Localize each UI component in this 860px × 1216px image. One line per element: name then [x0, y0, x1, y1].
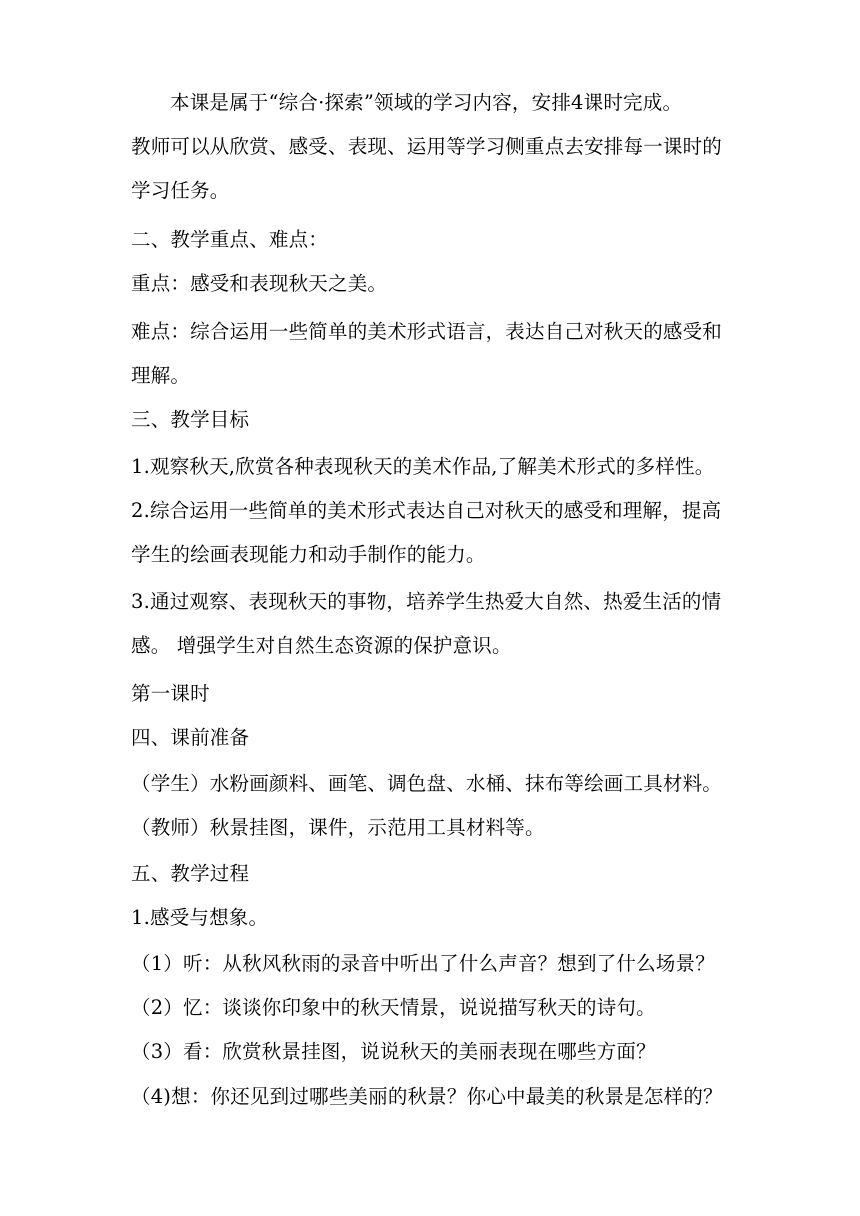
paragraph-intro-line-2: 教师可以从欣赏、感受、表现、运用等学习侧重点去安排每一课时的 — [131, 135, 723, 158]
process-item-listen: （1）听：从秋风秋雨的录音中听出了什么声音？想到了什么场景？ — [131, 952, 715, 975]
objective-3-line-1: 3.通过观察、表现秋天的事物，培养学生热爱大自然、热爱生活的情 — [131, 590, 722, 613]
objective-2-line-1: 2.综合运用一些简单的美术形式表达自己对秋天的感受和理解，提高 — [131, 499, 722, 522]
objective-3-line-2: 感。 增强学生对自然生态资源的保护意识。 — [131, 634, 512, 657]
process-step-1: 1.感受与想象。 — [131, 906, 269, 929]
difficulty-line-1: 难点：综合运用一些简单的美术形式语言，表达自己对秋天的感受和 — [131, 320, 723, 343]
process-item-look: （3）看：欣赏秋景挂图，说说秋天的美丽表现在哪些方面？ — [131, 1040, 656, 1063]
section-heading-preparation: 四、课前准备 — [131, 726, 250, 749]
paragraph-intro-line-1: 本课是属于“综合·探索”领域的学习内容，安排4课时完成。 — [170, 91, 683, 114]
objective-1: 1.观察秋天,欣赏各种表现秋天的美术作品,了解美术形式的多样性。 — [131, 455, 715, 478]
paragraph-intro-line-3: 学习任务。 — [131, 179, 230, 202]
preparation-teacher: （教师）秋景挂图，课件，示范用工具材料等。 — [131, 816, 545, 839]
difficulty-line-2: 理解。 — [131, 364, 191, 387]
key-point-line: 重点：感受和表现秋天之美。 — [131, 272, 388, 295]
section-heading-process: 五、教学过程 — [131, 862, 250, 885]
section-heading-key-points: 二、教学重点、难点： — [131, 228, 329, 251]
preparation-students: （学生）水粉画颜料、画笔、调色盘、水桶、抹布等绘画工具材料。 — [131, 772, 723, 795]
lesson-label: 第一课时 — [131, 682, 210, 705]
section-heading-objectives: 三、教学目标 — [131, 408, 250, 431]
process-item-recall: （2）忆：谈谈你印象中的秋天情景，说说描写秋天的诗句。 — [131, 996, 656, 1019]
process-item-imagine: （4)想：你还见到过哪些美丽的秋景？你心中最美的秋景是怎样的？ — [131, 1085, 723, 1108]
objective-2-line-2: 学生的绘画表现能力和动手制作的能力。 — [131, 543, 486, 566]
